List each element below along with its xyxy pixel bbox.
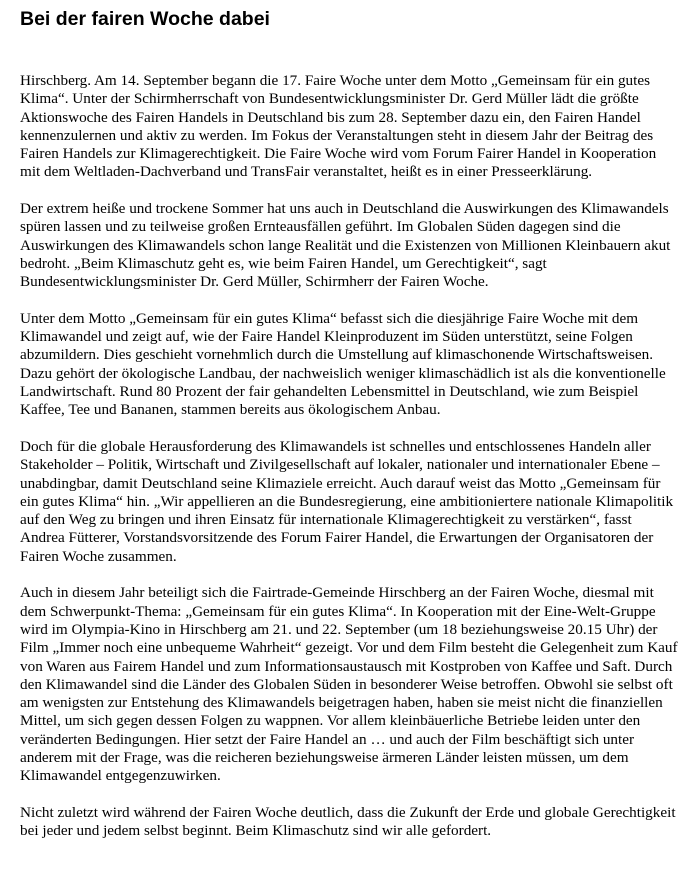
article-paragraph-motto: Unter dem Motto „Gemeinsam für ein gutes Klima“ befasst sich die diesjährige Faire Woche mit dem Klimawandel und zeigt auf, wie der Faire Handel Kleinproduzent im Süden unterstützt, seine Folgen abzumildern. Dies geschieht vornehmlich durch die Umstellung auf klimaschonende Wirtschaftsweisen. Dazu gehört der ökologische Landbau, der nachweislich weniger klimaschädlich ist als die konventionelle Landwirtschaft. Rund 80 Prozent der fair gehandelten Lebensmittel in Deutschland, wie zum Beispiel Kaffee, Tee und Bananen, stammen bereits aus ökologischem Anbau.: [20, 309, 666, 419]
article-paragraph-stakeholders: Doch für die globale Herausforderung des Klimawandels ist schnelles und entschlossenes Handeln aller Stakeholder – Politik, Wirtschaft und Zivilgesellschaft auf lokaler, nationaler und internationaler Ebene – unabdingbar, damit Deutschland seine Klimaziele erreicht. Auch darauf weist das Motto „Gemeinsam für ein gutes Klima“ hin. „Wir appellieren an die Bundesregierung, eine ambitioniertere nationale Klimapolitik auf den Weg zu bringen und ihren Einsatz für internationale Klimagerechtigkeit zu verstärken“, fasst Andrea Fütterer, Vorstandsvorsitzende des Forum Fairer Handel, die Erwartungen der Organisatoren der Fairen Woche zusammen.: [20, 437, 674, 565]
article-body: [20, 72, 678, 840]
article-paragraph-summer: Der extrem heiße und trockene Sommer hat uns auch in Deutschland die Auswirkungen des Klimawandels spüren lassen und zu teilweise großen Ernteausfällen geführt. Im Globalen Süden dagegen sind die Auswirkungen des Klimawandels schon lange Realität und die Existenzen von Millionen Kleinbauern akut bedroht. „Beim Klimaschutz geht es, wie beim Fairen Handel, um Gerechtigkeit“, sagt Bundesentwicklungsminister Dr. Gerd Müller, Schirmherr der Fairen Woche.: [20, 200, 671, 291]
article-paragraph-closing: Nicht zuletzt wird während der Fairen Woche deutlich, dass die Zukunft der Erde und globale Gerechtigkeit bei jeder und jedem selbst beginnt. Beim Klimaschutz sind wir alle gefordert.: [20, 803, 676, 840]
article-title: Bei der fairen Woche dabei: [20, 8, 270, 30]
article-paragraph-hirschberg: Auch in diesem Jahr beteiligt sich die Fairtrade-Gemeinde Hirschberg an der Fairen Woche, diesmal mit dem Schwerpunkt-Thema: „Gemeinsam für ein gutes Klima“. In Kooperation mit der Eine-Welt-Gruppe wird im Olympia-Kino in Hirschberg am 21. und 22. September (um 18 beziehungsweise 20.15 Uhr) der Film „Immer noch eine unbequeme Wahrheit“ gezeigt. Vor und dem Film besteht die Gelegenheit zum Kauf von Waren aus Fairem Handel und zum Informationsaustausch mit Kostproben von Kaffee und Saft. Durch den Klimawandel sind die Länder des Globalen Süden in besonderer Weise betroffen. Obwohl sie selbst oft am wenigsten zur Entstehung des Klimawandels beigetragen haben, haben sie meist nicht die finanziellen Mittel, um sich gegen dessen Folgen zu wappnen. Vor allem kleinbäuerliche Betriebe leiden unter den veränderten Bedingungen. Hier setzt der Faire Handel an … und auch der Film beschäftigt sich unter anderem mit der Frage, was die reicheren beziehungsweise ärmeren Länder leisten müssen, um dem Klimawandel entgegenzuwirken.: [20, 584, 678, 785]
article-paragraph-intro: Hirschberg. Am 14. September begann die 17. Faire Woche unter dem Motto „Gemeinsam für ein gutes Klima“. Unter der Schirmherrschaft von Bundesentwicklungsminister Dr. Gerd Müller lädt die größte Aktionswoche des Fairen Handels in Deutschland bis zum 28. September dazu ein, den Fairen Handel kennenzulernen und aktiv zu werden. Im Fokus der Veranstaltungen steht in diesem Jahr der Beitrag des Fairen Handels zur Klimagerechtigkeit. Die Faire Woche wird vom Forum Fairer Handel in Kooperation mit dem Weltladen-Dachverband und TransFair veranstaltet, heißt es in einer Presseerklärung.: [20, 72, 657, 181]
